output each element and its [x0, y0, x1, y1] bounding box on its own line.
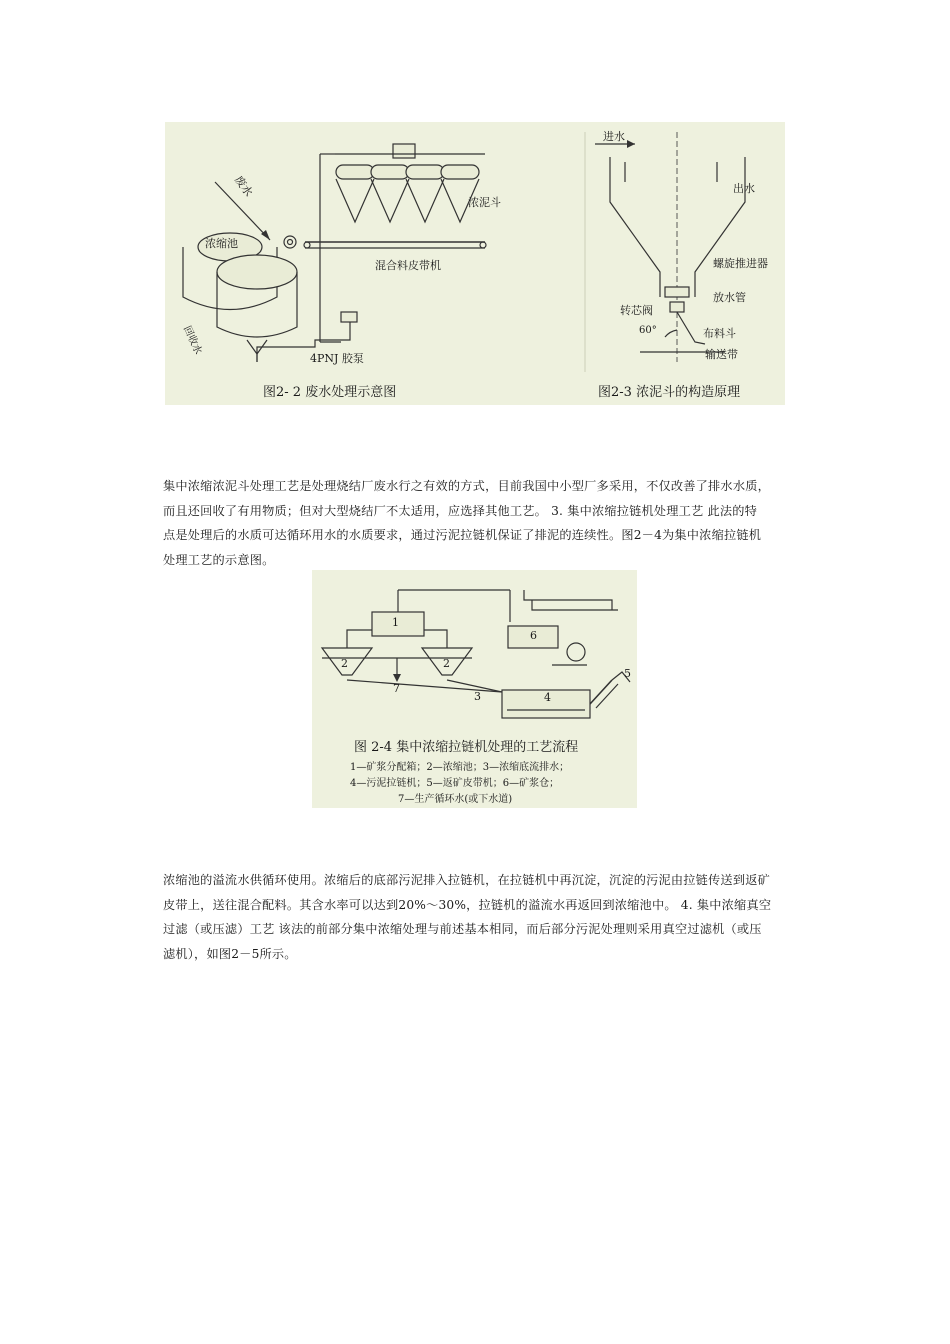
paragraph-2-line: 皮带上，送往混合配料。其含水率可以达到20%～30%，拉链机的溢流水再返回到浓缩池中。 4. 集中浓缩真空	[163, 897, 772, 912]
figure1-left-caption: 图2- 2 废水处理示意图	[263, 385, 397, 400]
label-drain: 放水管	[713, 291, 746, 304]
label-sludge-hopper: 浓泥斗	[468, 196, 501, 209]
figure2-legend-line: 1—矿浆分配箱；2—浓缩池；3—浓缩底流排水；	[350, 762, 570, 773]
figure-chain-process-flow	[312, 570, 637, 808]
paragraph-2	[163, 868, 788, 966]
figure2-caption: 图 2-4 集中浓缩拉链机处理的工艺流程	[354, 740, 579, 755]
label-conveyor: 输送带	[705, 348, 738, 361]
label-belt: 混合料皮带机	[375, 259, 441, 272]
flow-num-3: 3	[474, 690, 481, 703]
label-angle: 60°	[639, 325, 657, 336]
label-outlet: 出水	[733, 182, 755, 195]
paragraph-2-line: 浓缩池的溢流水供循环使用。浓缩后的底部污泥排入拉链机，在拉链机中再沉淀，沉淀的污泥由拉链传送到返矿	[163, 873, 770, 887]
paragraph-1	[163, 474, 788, 572]
label-feeder: 布料斗	[703, 327, 736, 340]
label-screw: 螺旋推进器	[713, 257, 768, 270]
label-recycle-water: 回收水	[180, 324, 204, 357]
paragraph-2-line: 滤机），如图2－5所示。	[163, 946, 297, 961]
flow-num-6: 6	[530, 629, 537, 642]
label-pump: 4PNJ 胶泵	[310, 352, 364, 365]
flow-num-1: 1	[392, 616, 399, 629]
flow-num-2-left: 2	[341, 657, 348, 670]
paragraph-1-line: 点是处理后的水质可达循环用水的水质要求，通过污泥拉链机保证了排泥的连续性。图2－4为集中浓缩拉链机	[163, 528, 762, 542]
flow-num-2-right: 2	[443, 657, 450, 670]
label-thickener: 浓缩池	[205, 237, 238, 250]
figure1-right-caption: 图2-3 浓泥斗的构造原理	[598, 385, 741, 400]
paragraph-1-line: 而且还回收了有用物质；但对大型烧结厂不太适用，应选择其他工艺。 3. 集中浓缩拉链机处理工艺 此法的特	[163, 503, 758, 518]
pump-box	[341, 312, 357, 322]
paragraph-1-line: 集中浓缩浓泥斗处理工艺是处理烧结厂废水行之有效的方式，目前我国中小型厂多采用，不仅改善了排水水质，	[163, 479, 770, 493]
label-valve: 转芯阀	[620, 304, 653, 317]
paragraph-2-line: 过滤（或压滤）工艺 该法的前部分集中浓缩处理与前述基本相同，而后部分污泥处理则采用真空过滤机（或压	[163, 922, 762, 936]
paragraph-1-line: 处理工艺的示意图。	[163, 552, 275, 567]
flow-num-7: 7	[393, 682, 400, 695]
label-inlet: 进水	[603, 130, 625, 143]
figure-wastewater-drawing	[165, 122, 785, 405]
label-wastewater: 废水	[231, 173, 256, 200]
figure-wastewater-treatment	[165, 122, 785, 405]
figure2-legend-line: 7—生产循环水(或下水道)	[398, 794, 513, 805]
flow-num-4: 4	[544, 691, 551, 704]
flow-num-5: 5	[624, 667, 631, 680]
figure2-legend-line: 4—污泥拉链机；5—返矿皮带机；6—矿浆仓；	[350, 778, 560, 789]
